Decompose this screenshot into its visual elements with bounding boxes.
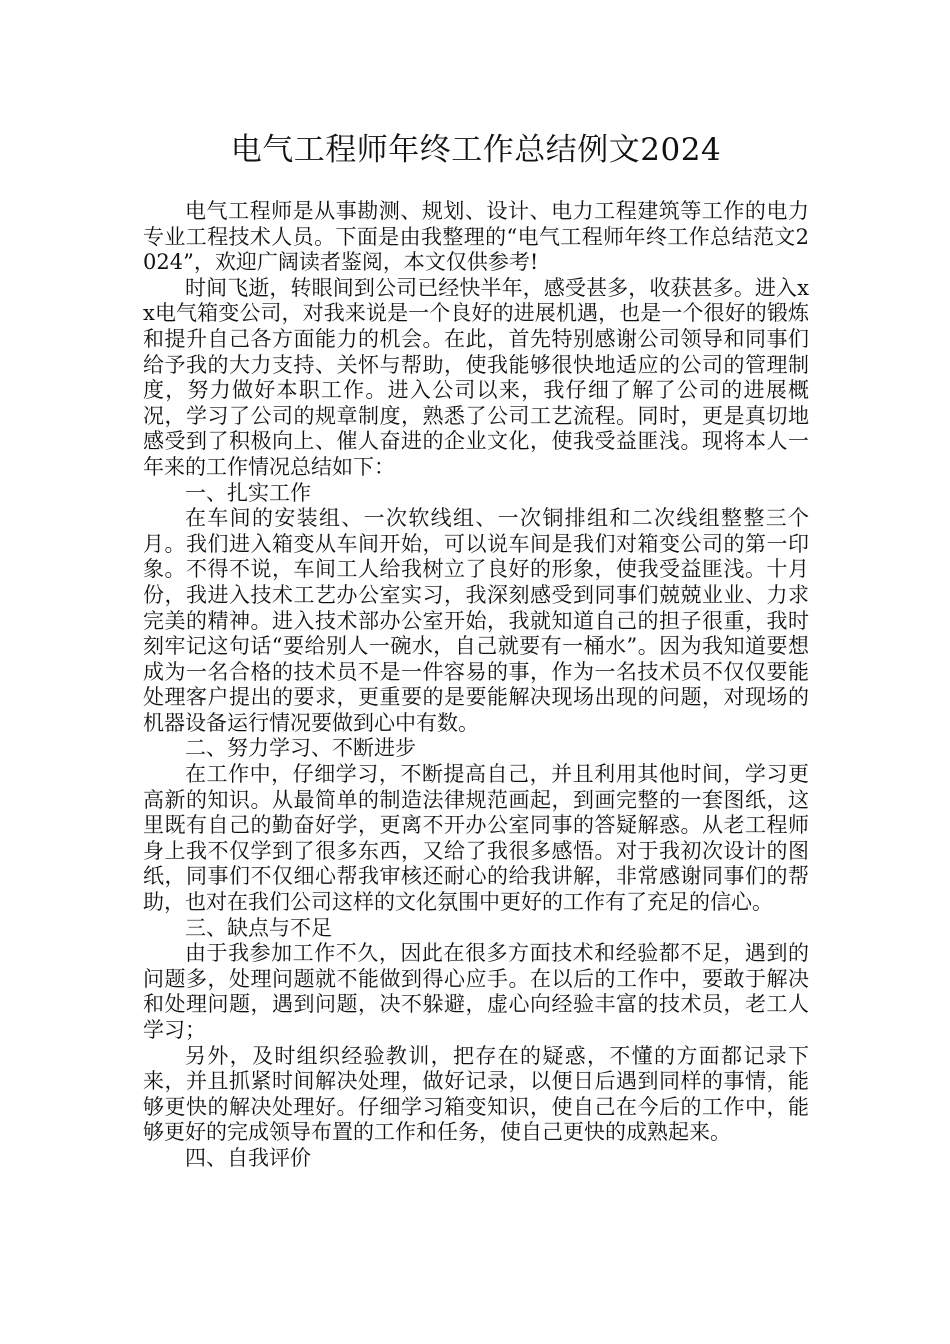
overview-paragraph: 时间飞逝，转眼间到公司已经快半年，感受甚多，收获甚多。进入xx电气箱变公司，对我来说是一个良好的进展机遇，也是一个很好的锻炼和提升自己各方面能力的机会。在此，首先特别感谢公司领导和同事们给予我的大力支持、关怀与帮助，使我能够很快地适应的公司的管理制度，努力做好本职工作。进入公司以来，我仔细了解了公司的进展概况，学习了公司的规章制度，熟悉了公司工艺流程。同时，更是真切地感受到了积极向上、催人奋进的企业文化，使我受益匪浅。现将本人一年来的工作情况总结如下：	[143, 275, 809, 479]
section-heading-2: 二、努力学习、不断进步	[185, 736, 416, 761]
document-page	[143, 128, 809, 1172]
section-1-paragraph: 在车间的安装组、一次软线组、一次铜排组和二次线组整整三个月。我们进入箱变从车间开始，可以说车间是我们对箱变公司的第一印象。不得不说，车间工人给我树立了良好的形象，使我受益匪浅。十月份，我进入技术工艺办公室实习，我深刻感受到同事们兢兢业业、力求完美的精神。进入技术部办公室开始，我就知道自己的担子很重，我时刻牢记这句话“要给别人一碗水，自己就要有一桶水”。因为我知道要想成为一名合格的技术员不是一件容易的事，作为一名技术员不仅仅要能处理客户提出的要求，更重要的是要能解决现场出现的问题，对现场的机器设备运行情况要做到心中有数。	[143, 506, 809, 735]
section-heading-4: 四、自我评价	[185, 1145, 311, 1170]
intro-paragraph: 电气工程师是从事勘测、规划、设计、电力工程建筑等工作的电力专业工程技术人员。下面是由我整理的“电气工程师年终工作总结范文2024”，欢迎广阔读者鉴阅，本文仅供参考!	[143, 199, 809, 275]
section-heading-3: 三、缺点与不足	[185, 915, 332, 940]
section-2-paragraph: 在工作中，仔细学习，不断提高自己，并且利用其他时间，学习更高新的知识。从最简单的制造法律规范画起，到画完整的一套图纸，这里既有自己的勤奋好学，更离不开办公室同事的答疑解惑。从老工程师身上我不仅学到了很多东西，又给了我很多感悟。对于我初次设计的图纸，同事们不仅细心帮我审核还耐心的给我讲解，非常感谢同事们的帮助，也对在我们公司这样的文化氛围中更好的工作有了充足的信心。	[143, 762, 809, 915]
document-title: 电气工程师年终工作总结例文2024	[230, 132, 722, 168]
section-3-paragraph-1: 由于我参加工作不久，因此在很多方面技术和经验都不足，遇到的问题多，处理问题就不能做到得心应手。在以后的工作中，要敢于解决和处理问题，遇到问题，决不躲避，虚心向经验丰富的技术员，老工人学习；	[143, 941, 809, 1042]
section-heading-1: 一、扎实工作	[185, 480, 311, 505]
document-body	[143, 199, 809, 1172]
section-3-paragraph-2: 另外，及时组织经验教训，把存在的疑惑，不懂的方面都记录下来，并且抓紧时间解决处理，做好记录，以便日后遇到同样的事情，能够更快的解决处理好。仔细学习箱变知识，使自己在今后的工作中，能够更好的完成领导布置的工作和任务，使自己更快的成熟起来。	[143, 1043, 809, 1145]
